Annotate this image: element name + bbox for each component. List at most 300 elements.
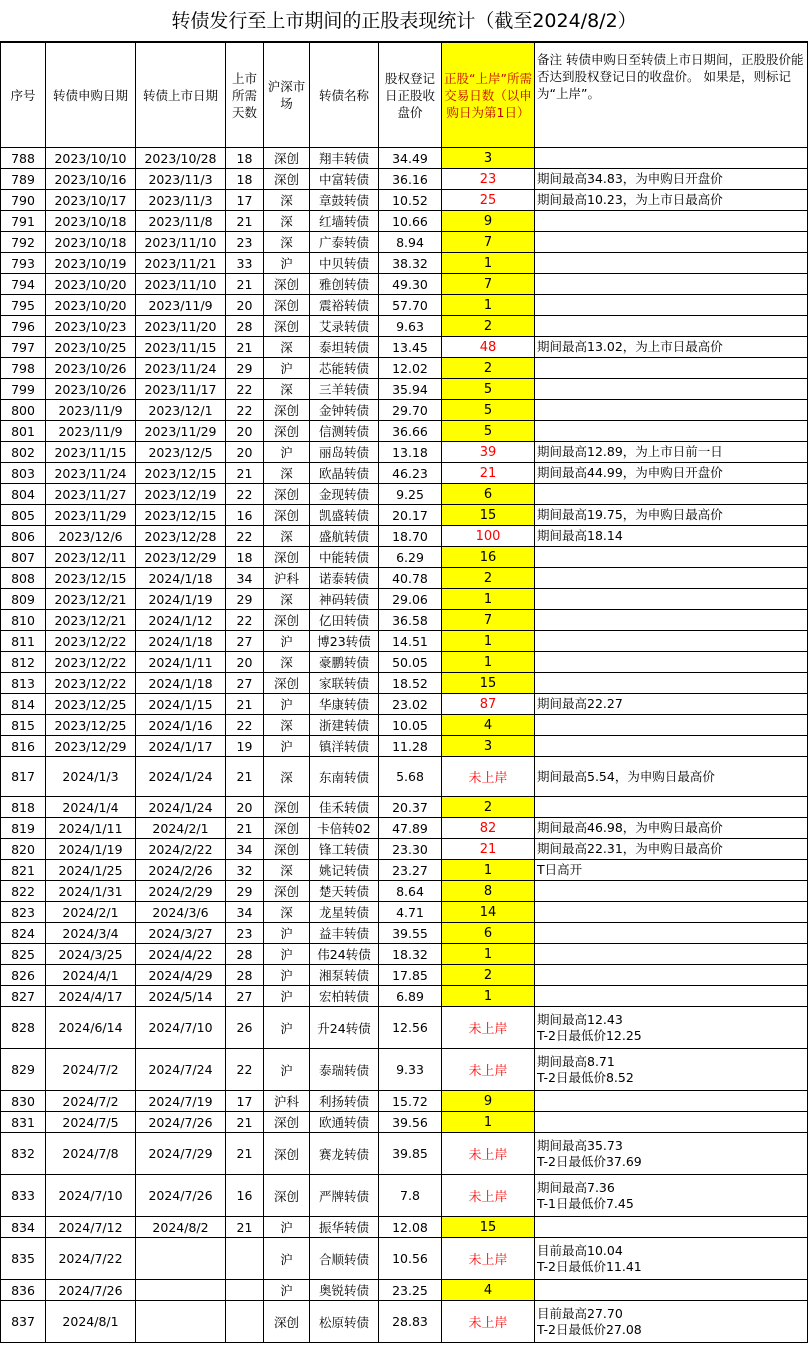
- cell-list-date: 2024/1/15: [136, 694, 226, 715]
- cell-sub-date: 2024/3/25: [46, 944, 136, 965]
- cell-list-date: 2023/11/3: [136, 169, 226, 190]
- cell-bond-name: 翔丰转债: [310, 148, 379, 169]
- table-row: [1, 1049, 808, 1091]
- table-row: [1, 547, 808, 568]
- cell-days: 29: [226, 358, 264, 379]
- cell-sub-date: 2023/10/20: [46, 295, 136, 316]
- cell-remark: [535, 358, 808, 379]
- cell-close-price: 4.71: [379, 902, 442, 923]
- cell-close-price: 39.56: [379, 1112, 442, 1133]
- remark-line: 目前最高27.70: [537, 1305, 623, 1321]
- cell-days: 21: [226, 1133, 264, 1175]
- cell-days: 29: [226, 589, 264, 610]
- cell-days: 18: [226, 169, 264, 190]
- cell-sub-date: 2023/12/25: [46, 715, 136, 736]
- table-row: [1, 274, 808, 295]
- cell-bond-name: 震裕转债: [310, 295, 379, 316]
- cell-bond-name: 中能转债: [310, 547, 379, 568]
- cell-remark: [535, 902, 808, 923]
- cell-remark: [535, 1007, 808, 1049]
- cell-sub-date: 2023/12/11: [46, 547, 136, 568]
- cell-close-price: 7.8: [379, 1175, 442, 1217]
- cell-bond-name: 东南转债: [310, 757, 379, 797]
- cell-close-price: 23.30: [379, 839, 442, 860]
- cell-bond-name: 豪鹏转债: [310, 652, 379, 673]
- cell-seq: 835: [1, 1238, 46, 1280]
- cell-bond-name: 益丰转债: [310, 923, 379, 944]
- cell-market: 沪: [264, 1280, 310, 1301]
- table-row: [1, 505, 808, 526]
- cell-remark: [535, 610, 808, 631]
- cell-sub-date: 2023/11/15: [46, 442, 136, 463]
- cell-list-date: 2023/12/28: [136, 526, 226, 547]
- cell-remark: [535, 589, 808, 610]
- cell-list-date: 2024/4/22: [136, 944, 226, 965]
- cell-days: 21: [226, 694, 264, 715]
- cell-trade-days: 1: [442, 253, 535, 274]
- cell-close-price: 47.89: [379, 818, 442, 839]
- cell-list-date: 2024/7/29: [136, 1133, 226, 1175]
- cell-bond-name: 合顺转债: [310, 1238, 379, 1280]
- cell-list-date: 2023/11/24: [136, 358, 226, 379]
- cell-seq: 831: [1, 1112, 46, 1133]
- cell-seq: 825: [1, 944, 46, 965]
- cell-market: 沪: [264, 965, 310, 986]
- cell-remark: [535, 631, 808, 652]
- cell-trade-days: 7: [442, 610, 535, 631]
- cell-market: 沪: [264, 986, 310, 1007]
- cell-trade-days: 5: [442, 400, 535, 421]
- table-row: [1, 169, 808, 190]
- cell-days: 21: [226, 1217, 264, 1238]
- cell-market: 深: [264, 379, 310, 400]
- cell-trade-days: 7: [442, 232, 535, 253]
- table-row: [1, 860, 808, 881]
- cell-remark: [535, 148, 808, 169]
- cell-sub-date: 2023/12/22: [46, 673, 136, 694]
- cell-remark: [535, 923, 808, 944]
- cell-remark: [535, 295, 808, 316]
- cell-list-date: 2023/11/10: [136, 274, 226, 295]
- cell-days: 21: [226, 211, 264, 232]
- cell-close-price: 10.56: [379, 1238, 442, 1280]
- cell-bond-name: 松原转债: [310, 1301, 379, 1343]
- cell-remark: [535, 881, 808, 902]
- table-row: [1, 379, 808, 400]
- cell-remark: [535, 463, 808, 484]
- table-body: [1, 148, 808, 1343]
- cell-trade-days: 1: [442, 860, 535, 881]
- cell-close-price: 38.32: [379, 253, 442, 274]
- cell-list-date: [136, 1238, 226, 1280]
- cell-close-price: 15.72: [379, 1091, 442, 1112]
- cell-list-date: [136, 1280, 226, 1301]
- cell-seq: 837: [1, 1301, 46, 1343]
- cell-bond-name: 欧晶转债: [310, 463, 379, 484]
- cell-market: 沪: [264, 944, 310, 965]
- cell-remark: [535, 694, 808, 715]
- table-row: [1, 631, 808, 652]
- cell-bond-name: 浙建转债: [310, 715, 379, 736]
- cell-remark: [535, 1175, 808, 1217]
- cell-days: 27: [226, 986, 264, 1007]
- cell-days: 27: [226, 673, 264, 694]
- cell-market: 深创: [264, 1133, 310, 1175]
- cell-list-date: 2023/12/15: [136, 463, 226, 484]
- table-row: [1, 484, 808, 505]
- header-remark: 备注 转债申购日至转债上市日期间，正股股价能否达到股权登记日的收盘价。 如果是，则标记为“上岸”。: [535, 43, 808, 148]
- cell-bond-name: 神码转债: [310, 589, 379, 610]
- cell-trade-days: 2: [442, 358, 535, 379]
- cell-trade-days: 6: [442, 923, 535, 944]
- cell-bond-name: 利扬转债: [310, 1091, 379, 1112]
- cell-trade-days: 2: [442, 568, 535, 589]
- cell-bond-name: 卡倍转02: [310, 818, 379, 839]
- cell-trade-days: 1: [442, 944, 535, 965]
- cell-bond-name: 亿田转债: [310, 610, 379, 631]
- cell-sub-date: 2023/11/24: [46, 463, 136, 484]
- cell-bond-name: 丽岛转债: [310, 442, 379, 463]
- cell-market: 深创: [264, 169, 310, 190]
- cell-seq: 822: [1, 881, 46, 902]
- table-row: [1, 463, 808, 484]
- cell-remark: [535, 169, 808, 190]
- cell-seq: 808: [1, 568, 46, 589]
- cell-list-date: 2023/11/17: [136, 379, 226, 400]
- cell-sub-date: 2024/2/1: [46, 902, 136, 923]
- cell-close-price: 10.52: [379, 190, 442, 211]
- cell-trade-days: 6: [442, 484, 535, 505]
- cell-market: 沪: [264, 253, 310, 274]
- cell-close-price: 5.68: [379, 757, 442, 797]
- cell-list-date: 2024/7/19: [136, 1091, 226, 1112]
- remark-line: T日高开: [537, 862, 583, 877]
- cell-trade-days: 1: [442, 295, 535, 316]
- table-row: [1, 421, 808, 442]
- cell-bond-name: 龙星转债: [310, 902, 379, 923]
- cell-remark: [535, 860, 808, 881]
- cell-close-price: 14.51: [379, 631, 442, 652]
- table-row: [1, 673, 808, 694]
- cell-sub-date: 2023/12/6: [46, 526, 136, 547]
- cell-market: 沪: [264, 1007, 310, 1049]
- cell-market: 沪科: [264, 1091, 310, 1112]
- header-trade-days: 正股“上岸”所需交易日数（以申购日为第1日）: [442, 43, 535, 148]
- cell-trade-days: 4: [442, 1280, 535, 1301]
- cell-trade-days: 未上岸: [442, 1301, 535, 1343]
- cell-trade-days: 15: [442, 505, 535, 526]
- cell-close-price: 10.05: [379, 715, 442, 736]
- cell-seq: 818: [1, 797, 46, 818]
- cell-list-date: 2024/8/2: [136, 1217, 226, 1238]
- cell-close-price: 17.85: [379, 965, 442, 986]
- cell-seq: 828: [1, 1007, 46, 1049]
- remark-line: 期间最高34.83，为申购日开盘价: [537, 171, 723, 186]
- table-row: [1, 337, 808, 358]
- cell-trade-days: 48: [442, 337, 535, 358]
- cell-close-price: 49.30: [379, 274, 442, 295]
- cell-bond-name: 泰瑞转债: [310, 1049, 379, 1091]
- cell-market: 沪科: [264, 568, 310, 589]
- cell-market: 深创: [264, 839, 310, 860]
- cell-bond-name: 锋工转债: [310, 839, 379, 860]
- cell-sub-date: 2024/1/11: [46, 818, 136, 839]
- cell-close-price: 8.94: [379, 232, 442, 253]
- remark-line: 期间最高12.89，为上市日前一日: [537, 444, 723, 459]
- cell-list-date: 2024/1/24: [136, 797, 226, 818]
- cell-seq: 834: [1, 1217, 46, 1238]
- cell-list-date: 2023/12/15: [136, 505, 226, 526]
- remark-line: 期间最高13.02，为上市日最高价: [537, 339, 723, 354]
- cell-bond-name: 升24转债: [310, 1007, 379, 1049]
- cell-sub-date: 2023/11/9: [46, 421, 136, 442]
- cell-bond-name: 广泰转债: [310, 232, 379, 253]
- table-row: [1, 715, 808, 736]
- cell-list-date: 2024/7/26: [136, 1112, 226, 1133]
- cell-days: 22: [226, 379, 264, 400]
- cell-remark: [535, 986, 808, 1007]
- cell-seq: 802: [1, 442, 46, 463]
- cell-sub-date: 2023/12/15: [46, 568, 136, 589]
- remark-line: 期间最高18.14: [537, 528, 623, 543]
- remark-line: 期间最高8.71: [537, 1053, 615, 1069]
- cell-sub-date: 2024/8/1: [46, 1301, 136, 1343]
- cell-days: 20: [226, 442, 264, 463]
- cell-list-date: 2023/11/10: [136, 232, 226, 253]
- cell-close-price: 10.66: [379, 211, 442, 232]
- cell-bond-name: 雅创转债: [310, 274, 379, 295]
- cell-sub-date: 2023/10/17: [46, 190, 136, 211]
- cell-trade-days: 1: [442, 1112, 535, 1133]
- cell-trade-days: 21: [442, 839, 535, 860]
- cell-days: 22: [226, 715, 264, 736]
- cell-remark: [535, 379, 808, 400]
- remark-line: 期间最高10.23，为上市日最高价: [537, 192, 723, 207]
- cell-trade-days: 1: [442, 589, 535, 610]
- cell-bond-name: 奥锐转债: [310, 1280, 379, 1301]
- cell-sub-date: 2024/1/25: [46, 860, 136, 881]
- cell-days: 16: [226, 1175, 264, 1217]
- cell-sub-date: 2023/10/18: [46, 232, 136, 253]
- cell-trade-days: 8: [442, 881, 535, 902]
- cell-sub-date: 2024/1/19: [46, 839, 136, 860]
- cell-seq: 800: [1, 400, 46, 421]
- cell-market: 深创: [264, 484, 310, 505]
- remark-line-2: T-1日最低价7.45: [537, 1195, 634, 1211]
- cell-remark: [535, 1049, 808, 1091]
- cell-market: 深: [264, 757, 310, 797]
- cell-close-price: 12.56: [379, 1007, 442, 1049]
- table-row: [1, 211, 808, 232]
- cell-days: 16: [226, 505, 264, 526]
- remark-line-2: T-2日最低价11.41: [537, 1258, 642, 1274]
- cell-remark: [535, 757, 808, 797]
- cell-trade-days: 未上岸: [442, 757, 535, 797]
- cell-seq: 833: [1, 1175, 46, 1217]
- cell-list-date: 2024/1/24: [136, 757, 226, 797]
- cell-days: 20: [226, 797, 264, 818]
- cell-close-price: 12.08: [379, 1217, 442, 1238]
- cell-market: 深: [264, 589, 310, 610]
- cell-market: 沪: [264, 736, 310, 757]
- cell-bond-name: 宏柏转债: [310, 986, 379, 1007]
- table-row: [1, 652, 808, 673]
- cell-seq: 796: [1, 316, 46, 337]
- cell-market: 沪: [264, 1217, 310, 1238]
- table-row: [1, 568, 808, 589]
- cell-list-date: 2023/11/15: [136, 337, 226, 358]
- header-list-date: 转债上市日期: [136, 43, 226, 148]
- cell-remark: [535, 190, 808, 211]
- cell-list-date: 2023/11/9: [136, 295, 226, 316]
- cell-trade-days: 2: [442, 965, 535, 986]
- cell-bond-name: 赛龙转债: [310, 1133, 379, 1175]
- cell-bond-name: 章鼓转债: [310, 190, 379, 211]
- cell-seq: 836: [1, 1280, 46, 1301]
- cell-trade-days: 14: [442, 902, 535, 923]
- cell-list-date: 2024/1/18: [136, 568, 226, 589]
- cell-close-price: 9.63: [379, 316, 442, 337]
- header-sub-date: 转债申购日期: [46, 43, 136, 148]
- table-row: [1, 253, 808, 274]
- cell-sub-date: 2023/12/29: [46, 736, 136, 757]
- cell-seq: 789: [1, 169, 46, 190]
- cell-close-price: 46.23: [379, 463, 442, 484]
- cell-remark: [535, 1238, 808, 1280]
- remark-line: 期间最高12.43: [537, 1011, 623, 1027]
- cell-remark: [535, 568, 808, 589]
- cell-sub-date: 2023/12/25: [46, 694, 136, 715]
- cell-list-date: 2023/12/19: [136, 484, 226, 505]
- cell-trade-days: 未上岸: [442, 1175, 535, 1217]
- cell-days: 17: [226, 190, 264, 211]
- cell-seq: 819: [1, 818, 46, 839]
- cell-sub-date: 2024/1/3: [46, 757, 136, 797]
- cell-close-price: 13.45: [379, 337, 442, 358]
- cell-market: 深创: [264, 316, 310, 337]
- cell-market: 深: [264, 337, 310, 358]
- cell-list-date: 2024/3/27: [136, 923, 226, 944]
- cell-seq: 827: [1, 986, 46, 1007]
- table-row: [1, 757, 808, 797]
- cell-close-price: 29.70: [379, 400, 442, 421]
- cell-trade-days: 2: [442, 797, 535, 818]
- cell-bond-name: 镇洋转债: [310, 736, 379, 757]
- cell-days: 17: [226, 1091, 264, 1112]
- cell-market: 深: [264, 860, 310, 881]
- table-row: [1, 1175, 808, 1217]
- cell-close-price: 18.32: [379, 944, 442, 965]
- cell-bond-name: 信测转债: [310, 421, 379, 442]
- cell-remark: [535, 1112, 808, 1133]
- table-row: [1, 923, 808, 944]
- cell-list-date: 2023/10/28: [136, 148, 226, 169]
- cell-market: 深: [264, 232, 310, 253]
- remark-line: 期间最高22.27: [537, 696, 623, 711]
- cell-bond-name: 诺泰转债: [310, 568, 379, 589]
- cell-seq: 806: [1, 526, 46, 547]
- cell-days: 18: [226, 547, 264, 568]
- cell-days: 33: [226, 253, 264, 274]
- cell-days: 27: [226, 631, 264, 652]
- cell-sub-date: 2023/11/29: [46, 505, 136, 526]
- cell-list-date: 2023/12/5: [136, 442, 226, 463]
- cell-bond-name: 振华转债: [310, 1217, 379, 1238]
- cell-list-date: 2024/7/24: [136, 1049, 226, 1091]
- cell-remark: [535, 1133, 808, 1175]
- cell-bond-name: 家联转债: [310, 673, 379, 694]
- cell-market: 沪: [264, 631, 310, 652]
- cell-remark: [535, 1301, 808, 1343]
- table-row: [1, 442, 808, 463]
- cell-close-price: 13.18: [379, 442, 442, 463]
- cell-trade-days: 1: [442, 631, 535, 652]
- cell-trade-days: 3: [442, 148, 535, 169]
- table-row: [1, 944, 808, 965]
- cell-remark: [535, 1280, 808, 1301]
- cell-days: 21: [226, 1112, 264, 1133]
- table-row: [1, 736, 808, 757]
- cell-list-date: 2024/5/14: [136, 986, 226, 1007]
- cell-close-price: 39.55: [379, 923, 442, 944]
- cell-market: 深创: [264, 400, 310, 421]
- cell-seq: 829: [1, 1049, 46, 1091]
- cell-seq: 801: [1, 421, 46, 442]
- cell-list-date: 2023/12/29: [136, 547, 226, 568]
- remark-line-2: T-2日最低价37.69: [537, 1153, 642, 1169]
- cell-sub-date: 2024/3/4: [46, 923, 136, 944]
- cell-days: 34: [226, 839, 264, 860]
- header-seq: 序号: [1, 43, 46, 148]
- cell-seq: 813: [1, 673, 46, 694]
- cell-close-price: 36.66: [379, 421, 442, 442]
- cell-seq: 794: [1, 274, 46, 295]
- cell-remark: [535, 965, 808, 986]
- table-row: [1, 316, 808, 337]
- cell-seq: 832: [1, 1133, 46, 1175]
- cell-list-date: 2024/7/10: [136, 1007, 226, 1049]
- cell-trade-days: 23: [442, 169, 535, 190]
- table-row: [1, 965, 808, 986]
- cell-bond-name: 金钟转债: [310, 400, 379, 421]
- cell-list-date: 2024/1/17: [136, 736, 226, 757]
- cell-remark: [535, 316, 808, 337]
- cell-seq: 799: [1, 379, 46, 400]
- cell-seq: 809: [1, 589, 46, 610]
- cell-close-price: 18.70: [379, 526, 442, 547]
- cell-trade-days: 21: [442, 463, 535, 484]
- cell-days: 29: [226, 881, 264, 902]
- cell-bond-name: 凯盛转债: [310, 505, 379, 526]
- cell-seq: 805: [1, 505, 46, 526]
- cell-market: 沪: [264, 1238, 310, 1280]
- cell-days: [226, 1280, 264, 1301]
- table-row: [1, 589, 808, 610]
- cell-sub-date: 2024/7/5: [46, 1112, 136, 1133]
- cell-remark: [535, 1217, 808, 1238]
- cell-bond-name: 严牌转债: [310, 1175, 379, 1217]
- cell-list-date: [136, 1301, 226, 1343]
- table-row: [1, 839, 808, 860]
- cell-trade-days: 3: [442, 736, 535, 757]
- cell-bond-name: 博23转债: [310, 631, 379, 652]
- cell-seq: 807: [1, 547, 46, 568]
- remark-line-2: T-2日最低价12.25: [537, 1027, 642, 1043]
- cell-days: 22: [226, 1049, 264, 1091]
- cell-sub-date: 2024/1/31: [46, 881, 136, 902]
- cell-close-price: 34.49: [379, 148, 442, 169]
- cell-market: 深创: [264, 1301, 310, 1343]
